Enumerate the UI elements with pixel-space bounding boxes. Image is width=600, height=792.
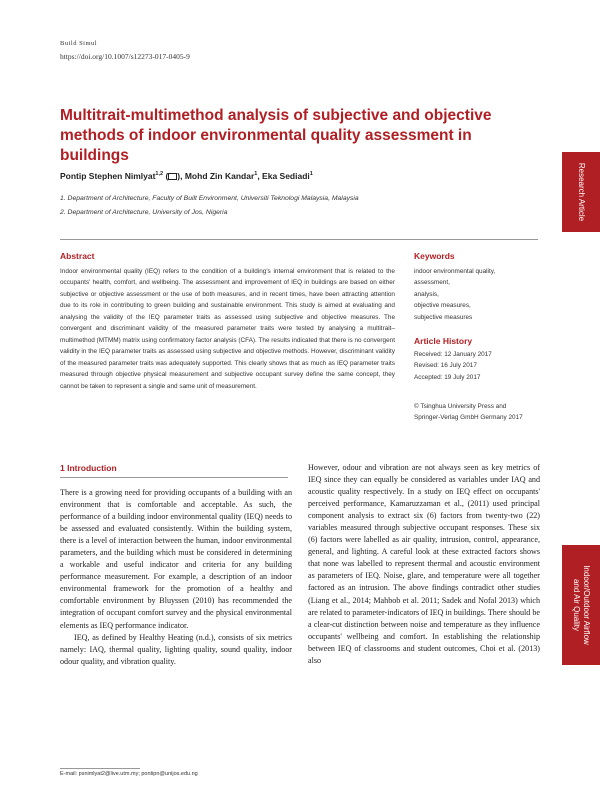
keywords-list <box>414 266 544 323</box>
footnote-divider <box>60 768 140 769</box>
footnote-email: E-mail: psnimlyat2@live.utm.my; pontipn@unijos.edu.ng <box>60 771 198 777</box>
keyword: subjective measures <box>414 313 473 321</box>
history-received: Received: 12 January 2017 <box>414 351 492 358</box>
topic-label <box>571 565 591 645</box>
copyright <box>414 401 554 424</box>
article-type-tab <box>562 152 600 232</box>
article-type-label: Research Article <box>577 162 586 222</box>
affiliation: 2. Department of Architecture, University of Jos, Nigeria <box>60 209 228 216</box>
paper-title: Multitrait-multimethod analysis of subjective and objective methods of indoor environmental quality assessment in buildings <box>60 107 492 164</box>
journal-name: Build Simul <box>60 40 98 47</box>
history-revised: Revised: 16 July 2017 <box>414 362 477 370</box>
keyword: objective measures, <box>414 302 471 310</box>
history-heading: Article History <box>414 336 473 346</box>
author-name[interactable]: , Mohd Zin Kandar <box>180 171 255 181</box>
abstract-heading: Abstract <box>60 251 95 261</box>
paragraph: IEQ, as defined by Healthy Heating (n.d.), consists of six metrics namely: IAQ, thermal quality, lighting quality, sound quality, indoor odour quality, and vibration quality. <box>60 632 292 666</box>
keyword: assessment, <box>414 279 450 287</box>
left-column <box>60 487 292 668</box>
affiliation: 1. Department of Architecture, Faculty of Built Environment, Universiti Teknologi Malaysia, Malaysia <box>60 195 359 202</box>
section-heading: 1 Introduction <box>60 463 117 473</box>
abstract-text: Indoor environmental quality (IEQ) refers to the condition of a building's internal environment that is related to the occupants' health, comfort, and wellbeing. The assessment and improvement of IEQ in buildings are based on either subjective or objective assessment or the use of both measures, and in recent times, have been attracting attention due to its role in contributing to green building and sustainable environment. This study is aimed at evaluating and analysing the validity of the IEQ parameter traits as assessed using subjective and objective measures. The convergent and discriminant validity of the measured parameter traits were tested by analysing a multitrait–multimethod (MTMM) matrix using confirmatory factor analysis (CFA). The results indicated that there is no convergent validity in the IEQ parameter traits as assessed using subjective and objective methods. However, discriminant validity of the measured parameter traits was adequately supported. This clearly shows that as much as IEQ parameter traits measured through objective physical measurement and subjective occupant survey define the same concept, they cannot be taken to represent a single and same unit of measurement. <box>60 268 395 390</box>
right-column <box>308 462 540 667</box>
topic-label-line: and Air Quality <box>572 578 581 632</box>
author-mark-close: ) <box>177 171 181 181</box>
paragraph: However, odour and vibration are not always seen as key metrics of IEQ since they can equally be considered as variables under IAQ and acoustic quality respectively. In a study on IEQ effect on occupants' perceived performance, Kamaruzzaman et al., (2011) used principal component analysis to extract six (6) factors from twenty-two (22) variables measured through subjective occupant responses. These six (6) factors were labelled as air quality, intrusion, control, appearance, general, and lighting. A careful look at these extracted factors shows that none was labelled to represent thermal and acoustic environment as parameters of IEQ. Noise, glare, and temperature were all together factored as an intrusion. The above findings contradict other studies (Liang et al., 2014; Mahbob et al. 2011; Sadek and Nofal 2013) which are related to parameter-indicators of IEQ in buildings. There should be a clear-cut distinction between noise and temperature as they influence occupants' wellbeing and comfort. In establishing the relationship between IEQ of classrooms and student outcomes, Choi et al. (2013) also <box>308 463 540 665</box>
doi-link[interactable]: https://doi.org/10.1007/s12273-017-0405-9 <box>60 52 190 61</box>
keyword: indoor environmental quality, <box>414 268 496 275</box>
history-accepted: Accepted: 19 July 2017 <box>414 373 481 381</box>
copyright-line: © Tsinghua University Press and <box>414 403 507 410</box>
affiliation-marker: 1 <box>254 171 258 178</box>
author-name[interactable]: , Eka Sediadi <box>257 171 310 181</box>
copyright-line: Springer-Verlag GmbH Germany 2017 <box>414 414 523 422</box>
author-name[interactable]: Pontip Stephen Nimlyat <box>60 171 156 181</box>
section-divider <box>60 477 288 478</box>
affiliation-marker: 1,2 <box>155 171 164 178</box>
author-mark-open: ( <box>165 171 169 181</box>
keyword: analysis, <box>414 290 439 298</box>
history-list <box>414 349 544 383</box>
topic-label-line: Indoor/Outdoor Airflow <box>582 565 591 645</box>
topic-tab <box>562 545 600 665</box>
keywords-heading: Keywords <box>414 251 455 261</box>
affiliation-marker: 1 <box>309 171 313 178</box>
paragraph: There is a growing need for providing occupants of a building with an environment that is comfortable and acceptable. As such, the performance of a building indoor environmental quality (IEQ) needs to be assessed and evaluated consistently. Within the building system, there is a level of interaction between the human, indoor environmental parameters, and the building which must be considered in determining a workable and useful indicator and criteria for any building performance measurement. For example, a description of an indoor environmental framework for the promotion of a healthy and comfortable environment by Bluyssen (2010) has recommended the integration of occupant comfort survey and the physical environmental elements as IEQ performance indicator. <box>60 488 292 630</box>
envelope-icon[interactable] <box>168 173 177 180</box>
author-list <box>60 171 313 181</box>
divider <box>60 239 538 240</box>
